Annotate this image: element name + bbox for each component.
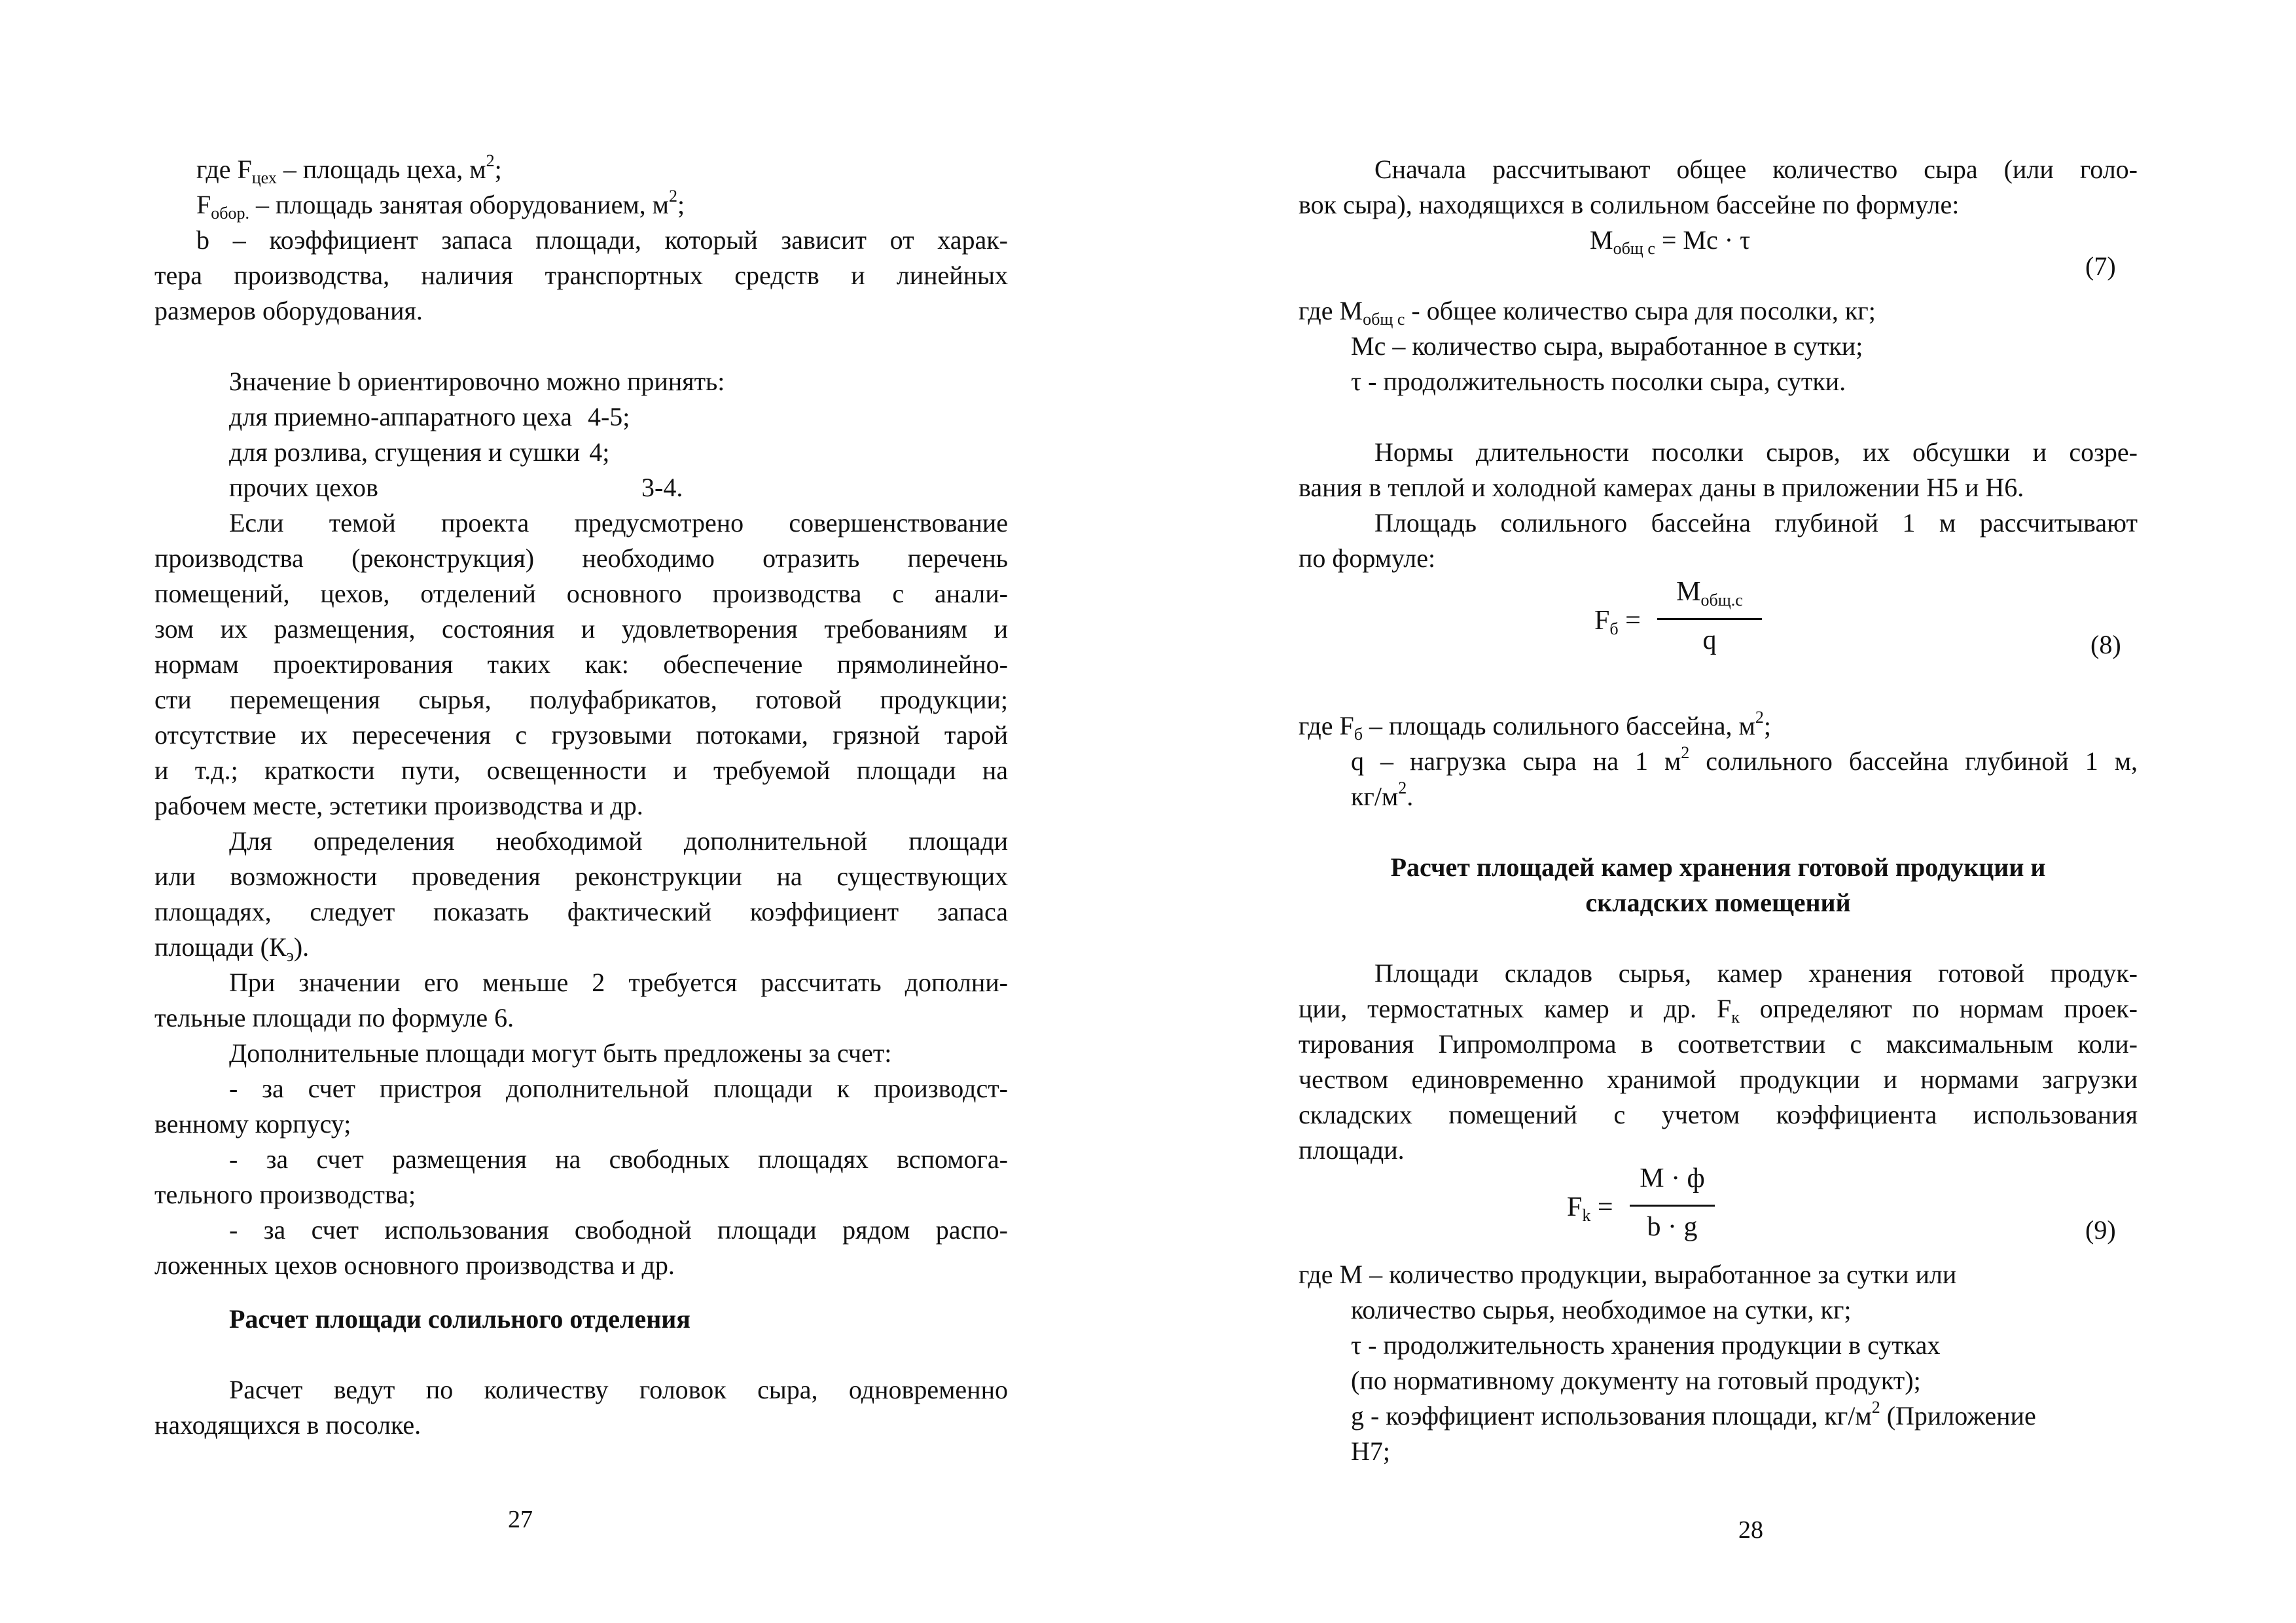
def-m-obsh: где $М_{общ с}$ - общее количество сыра для посолки, кг;: [1299, 296, 1876, 329]
para-salting-line-2: находящихся в посолке.: [154, 1410, 422, 1440]
list-item-2-line-2: тельного производства;: [154, 1180, 416, 1209]
formula-8-fraction-bar: [1657, 618, 1762, 620]
para-additional-area-line-2: или возможности проведения реконструкции на существующих: [154, 862, 1008, 891]
para-basin-line-1: Площадь солильного бассейна глубиной 1 м рассчитывают: [1374, 508, 2138, 538]
para-norms-line-1: Нормы длительности посолки сыров, их обсушки и созре-: [1374, 437, 2138, 467]
def-m-line-1: где М – количество продукции, выработанное за сутки или: [1299, 1260, 1957, 1289]
def-q-line-1: q – нагрузка сыра на 1 $м^2$ солильного бассейна глубиной 1 м,: [1351, 743, 2138, 776]
page-number: 27: [508, 1506, 533, 1533]
para-storage-line-3: тирования Гипромолпрома в соответствии с максимальным коли-: [1299, 1029, 2138, 1059]
para-storage-line-2: ции, термостатных камер и др. $F_к$ определяют по нормам проек-: [1299, 994, 2138, 1027]
para-less-than-2-line-2: тельные площади по формуле 6.: [154, 1003, 514, 1032]
para-reconstruction-line-9: рабочем месте, эстетики производства и др.: [154, 791, 643, 820]
def-tau-storage-line-1: τ - продолжительность хранения продукции в сутках: [1351, 1330, 1941, 1360]
formula-7-number: (7): [2085, 251, 2116, 281]
page-number: 28: [1738, 1516, 1763, 1544]
page-28: [1148, 0, 2296, 1623]
para-storage-line-6: площади.: [1299, 1135, 1405, 1165]
def-tau-storage-line-2: (по нормативному документу на готовый продукт);: [1351, 1366, 1921, 1395]
formula-9-lhs: $F_k$ =: [1567, 1192, 1613, 1225]
formula-8-denominator: q: [1702, 625, 1717, 655]
list-item-1-line-2: венному корпусу;: [154, 1109, 351, 1139]
para-total-cheese-line-2: вок сыра), находящихся в солильном бассейне по формуле:: [1299, 190, 1960, 219]
para-additional-area-line-1: Для определения необходимой дополнительной площади: [229, 826, 1008, 856]
b-value-row-3-label: прочих цехов: [229, 473, 378, 502]
formula-9-numerator: М · ф: [1640, 1163, 1705, 1194]
def-mc: Мс – количество сыра, выработанное в сутки;: [1351, 331, 1863, 361]
def-b-line-2: тера производства, наличия транспортных средств и линейных: [154, 261, 1008, 290]
def-b-line-3: размеров оборудования.: [154, 296, 423, 325]
section-heading-salting: Расчет площади солильного отделения: [229, 1304, 691, 1334]
section-heading-storage-line-1: Расчет площадей камер хранения готовой продукции и: [1390, 852, 2046, 882]
b-value-row-1: для приемно-аппаратного цеха 4-5;: [229, 402, 630, 431]
formula-8-lhs: $F_б$ =: [1594, 606, 1641, 638]
b-values-heading: Значение b ориентировочно можно принять:: [229, 367, 725, 396]
formula-9-number: (9): [2085, 1215, 2116, 1245]
para-less-than-2-line-1: При значении его меньше 2 требуется рассчитать дополни-: [229, 968, 1008, 997]
para-reconstruction-line-8: и т.д.; краткости пути, освещенности и требуемой площади на: [154, 756, 1008, 785]
para-basin-line-2: по формуле:: [1299, 543, 1436, 573]
def-tau: τ - продолжительность посолки сыра, сутки.: [1351, 367, 1846, 396]
para-additional-area-line-3: площадях, следует показать фактический коэффициент запаса: [154, 897, 1008, 926]
list-intro: Дополнительные площади могут быть предложены за счет:: [229, 1038, 892, 1068]
list-item-2-line-1: - за счет размещения на свободных площадях вспомога-: [229, 1144, 1008, 1174]
def-b-line-1: b – коэффициент запаса площади, который зависит от харак-: [196, 225, 1008, 255]
def-m-line-2: количество сырья, необходимое на сутки, кг;: [1351, 1295, 1852, 1324]
formula-9-fraction-bar: [1630, 1205, 1715, 1207]
para-reconstruction-line-7: отсутствие их пересечения с грузовыми потоками, грязной тарой: [154, 720, 1008, 750]
para-additional-area-line-4: площади $(К_э)$.: [154, 932, 310, 965]
formula-8-numerator: $М_{общ.с}$: [1676, 577, 1743, 610]
para-storage-line-5: складских помещений с учетом коэффициента использования: [1299, 1100, 2138, 1129]
para-reconstruction-line-3: помещений, цехов, отделений основного производства с анали-: [154, 579, 1008, 608]
list-item-3-line-1: - за счет использования свободной площади рядом распо-: [229, 1215, 1008, 1245]
formula-8-number: (8): [2090, 630, 2121, 659]
para-reconstruction-line-1: Если темой проекта предусмотрено совершенствование: [229, 508, 1008, 538]
list-item-1-line-1: - за счет пристроя дополнительной площади к производст-: [229, 1074, 1008, 1103]
def-f-ceh: где $F_{цех}$ – площадь цеха, $м^2$;: [196, 151, 502, 187]
def-f-b: где $F_б$ – площадь солильного бассейна, $м^2$;: [1299, 708, 1771, 744]
para-reconstruction-line-6: сти перемещения сырья, полуфабрикатов, готовой продукции;: [154, 685, 1008, 714]
formula-8: [1594, 576, 1765, 674]
para-reconstruction-line-2: производства (реконструкция) необходимо отразить перечень: [154, 543, 1008, 573]
b-value-row-3-value: 3-4.: [641, 473, 683, 502]
para-reconstruction-line-5: нормам проектирования таких как: обеспечение прямолинейно-: [154, 649, 1008, 679]
def-g-line-2: Н7;: [1351, 1436, 1390, 1466]
para-storage-line-1: Площади складов сырья, камер хранения готовой продук-: [1374, 958, 2138, 988]
para-total-cheese-line-1: Сначала рассчитывают общее количество сыра (или голо-: [1374, 155, 2138, 184]
formula-9: [1567, 1163, 1724, 1261]
para-salting-line-1: Расчет ведут по количеству головок сыра, одновременно: [229, 1375, 1008, 1404]
def-f-obor: $F_{обор.}$ – площадь занятая оборудованием, $м^2$;: [196, 187, 685, 223]
para-reconstruction-line-4: зом их размещения, состояния и удовлетворения требованиям и: [154, 614, 1008, 644]
formula-7: $М_{общ с}$ = Мс · τ: [1590, 225, 1751, 258]
formula-9-denominator: b · g: [1647, 1212, 1698, 1242]
list-item-3-line-2: ложенных цехов основного производства и др.: [154, 1250, 675, 1280]
def-q-line-2: $кг/м^2$.: [1351, 778, 1414, 811]
b-value-row-2: для розлива, сгущения и сушки 4;: [229, 437, 610, 467]
def-g-line-1: g - коэффициент использования площади, $кг/м^2$ (Приложение: [1351, 1398, 2036, 1431]
para-norms-line-2: вания в теплой и холодной камерах даны в приложении Н5 и Н6.: [1299, 473, 2024, 502]
section-heading-storage-line-2: складских помещений: [1585, 888, 1851, 917]
para-storage-line-4: чеством единовременно хранимой продукции и нормами загрузки: [1299, 1065, 2138, 1094]
